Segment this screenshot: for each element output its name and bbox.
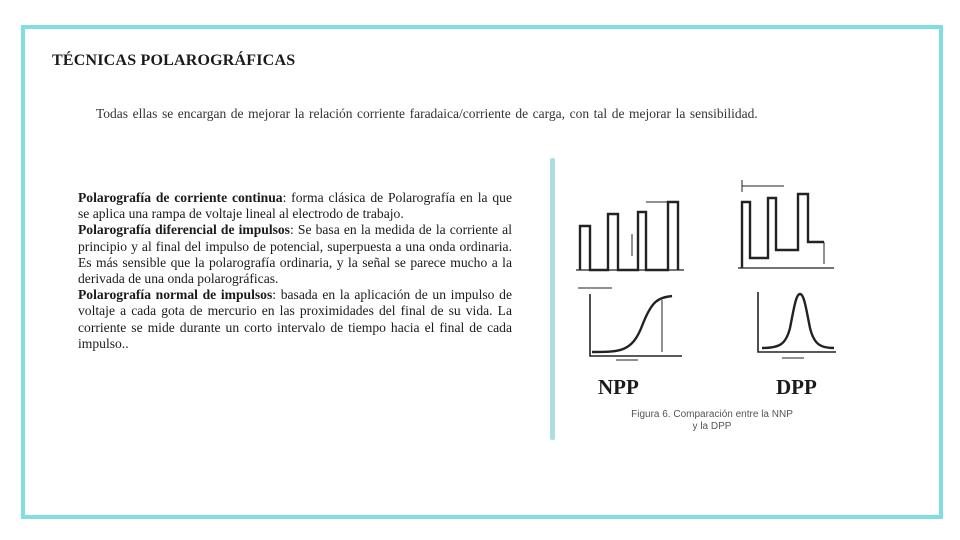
term-normal-pulse: Polarografía normal de impulsos (78, 287, 273, 303)
npp-waveform (576, 202, 684, 288)
dpp-label: DPP (776, 375, 817, 399)
term-dc-polarography: Polarografía de corriente continua (78, 190, 283, 205)
dpp-waveform (738, 180, 834, 268)
figure-caption (592, 409, 832, 433)
intro-text: Todas ellas se encargan de mejorar la relación corriente faradaica/corriente de carga, con tal de mejorar la sensibilidad. (96, 106, 758, 121)
figure-caption-line-1: Figura 6. Comparación entre la NNP (631, 409, 793, 420)
slide-title: TÉCNICAS POLAROGRÁFICAS (52, 52, 296, 69)
body-text (78, 190, 512, 352)
figure-caption-line-2: y la DPP (692, 421, 732, 432)
npp-dpp-figure (572, 176, 844, 406)
desc-normal-pulse: : basada en la aplicación de un impulso de voltaje a cada gota de mercurio en las proximidades del final de su vida. La corriente se mide durante un corto intervalo de tiempo hacia el final de cada impulso.. (78, 287, 512, 351)
dpp-response-curve (758, 292, 836, 358)
paragraph-normal-pulse (78, 287, 512, 352)
npp-label: NPP (598, 375, 639, 399)
desc-dc-polarography: : forma clásica de Polarografía en la que se aplica una rampa de voltaje lineal al electrodo de trabajo. (78, 190, 512, 222)
paragraph-dc-polarography (78, 190, 512, 222)
term-differential-pulse: Polarografía diferencial de impulsos (78, 222, 290, 238)
desc-differential-pulse: : Se basa en la medida de la corriente al principio y al final del impulso de potencial, superpuesta a una onda ordinaria. Es más sensible que la polarografía ordinaria, y la señal se parece mucho a la derivada de una onda polarográficas. (78, 222, 512, 287)
npp-response-curve (590, 294, 682, 360)
paragraph-differential-pulse (78, 222, 512, 287)
vertical-divider (550, 158, 555, 440)
